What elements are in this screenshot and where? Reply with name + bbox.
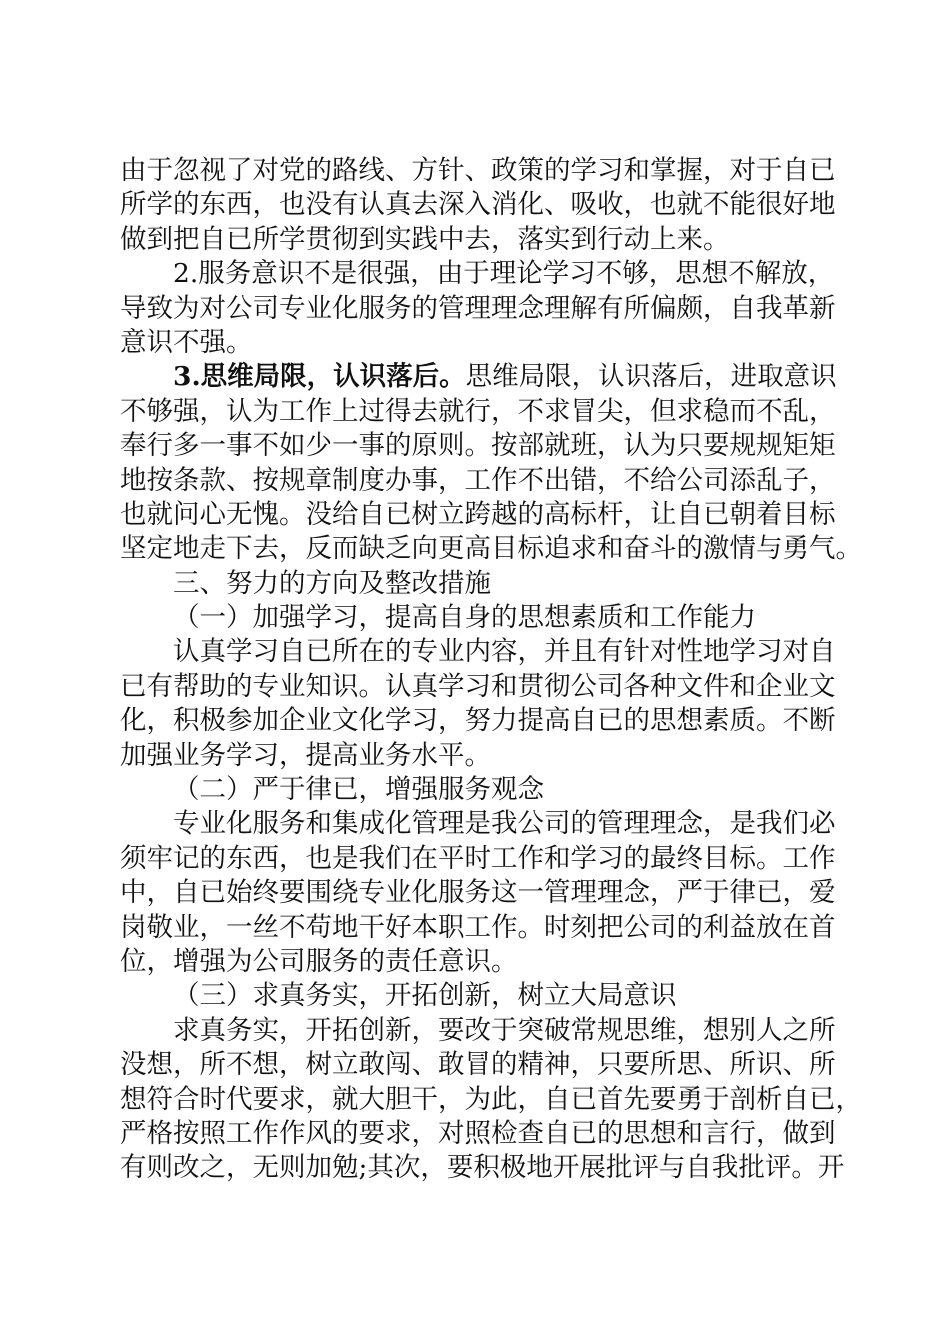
text-line: 加强业务学习，提高业务水平。 — [120, 739, 491, 771]
subsection-heading: （一）加强学习，提高自身的思想素质和工作能力 — [173, 602, 756, 634]
text-line: 严格按照工作作风的要求，对照检查自已的思想和言行，做到 — [120, 1117, 836, 1149]
text-line: 想符合时代要求，就大胆干，为此，自已首先要勇于剖析自已， — [120, 1083, 862, 1115]
text-line: 专业化服务和集成化管理是我公司的管理理念，是我们必 — [173, 808, 836, 840]
text-line: 做到把自已所学贯彻到实践中去，落实到行动上来。 — [120, 223, 730, 255]
text-line: 已有帮助的专业知识。认真学习和贯彻公司各种文件和企业文 — [120, 670, 836, 702]
text-line: 不够强，认为工作上过得去就行，不求冒尖，但求稳而不乱， — [120, 395, 836, 427]
text-line: 导致为对公司专业化服务的管理理念理解有所偏颇，自我革新 — [120, 292, 836, 324]
text-line: 中，自已始终要围绕专业化服务这一管理理念，严于律已，爱 — [120, 877, 836, 909]
subsection-heading: （三）求真务实，开拓创新，树立大局意识 — [173, 980, 677, 1012]
text-line — [120, 360, 837, 394]
text-line: 所学的东西，也没有认真去深入消化、吸收，也就不能很好地 — [120, 189, 836, 221]
text-line: 有则改之，无则加勉;其次，要积极地开展批评与自我批评。开 — [120, 1152, 845, 1184]
text-line: 岗敬业，一丝不苟地干好本职工作。时刻把公司的利益放在首 — [120, 911, 836, 943]
text-line: 奉行多一事不如少一事的原则。按部就班，认为只要规规矩矩 — [120, 430, 836, 462]
text-line: 也就问心无愧。没给自已树立跨越的高标杆，让自已朝着目标 — [120, 498, 836, 530]
document-page — [120, 154, 862, 1186]
text-line: 认真学习自已所在的专业内容，并且有针对性地学习对自 — [173, 636, 836, 668]
text-line: 化，积极参加企业文化学习，努力提高自已的思想素质。不断 — [120, 705, 836, 737]
text-line: 没想，所不想，树立敢闯、敢冒的精神，只要所思、所识、所 — [120, 1049, 836, 1081]
text-line: 意识不强。 — [120, 326, 253, 358]
text-line: 求真务实，开拓创新，要改于突破常规思维，想别人之所 — [173, 1014, 836, 1046]
lead-rest-text: 思维局限，认识落后，进取意识 — [465, 361, 837, 393]
text-line: 须牢记的东西，也是我们在平时工作和学习的最终目标。工作 — [120, 842, 836, 874]
text-line: 地按条款、按规章制度办事，工作不出错，不给公司添乱子， — [120, 464, 836, 496]
text-line: 位，增强为公司服务的责任意识。 — [120, 945, 518, 977]
text-line: 坚定地走下去，反而缺乏向更高目标追求和奋斗的激情与勇气。 — [120, 533, 862, 565]
subsection-heading: （二）严于律已，增强服务观念 — [173, 774, 544, 806]
text-line: 2.服务意识不是很强，由于理论学习不够，思想不解放， — [173, 258, 835, 290]
section-heading: 三、努力的方向及整改措施 — [173, 567, 491, 599]
bold-lead-heading: 3.思维局限，认识落后。 — [173, 361, 466, 393]
text-line: 由于忽视了对党的路线、方针、政策的学习和掌握，对于自已 — [120, 155, 836, 186]
